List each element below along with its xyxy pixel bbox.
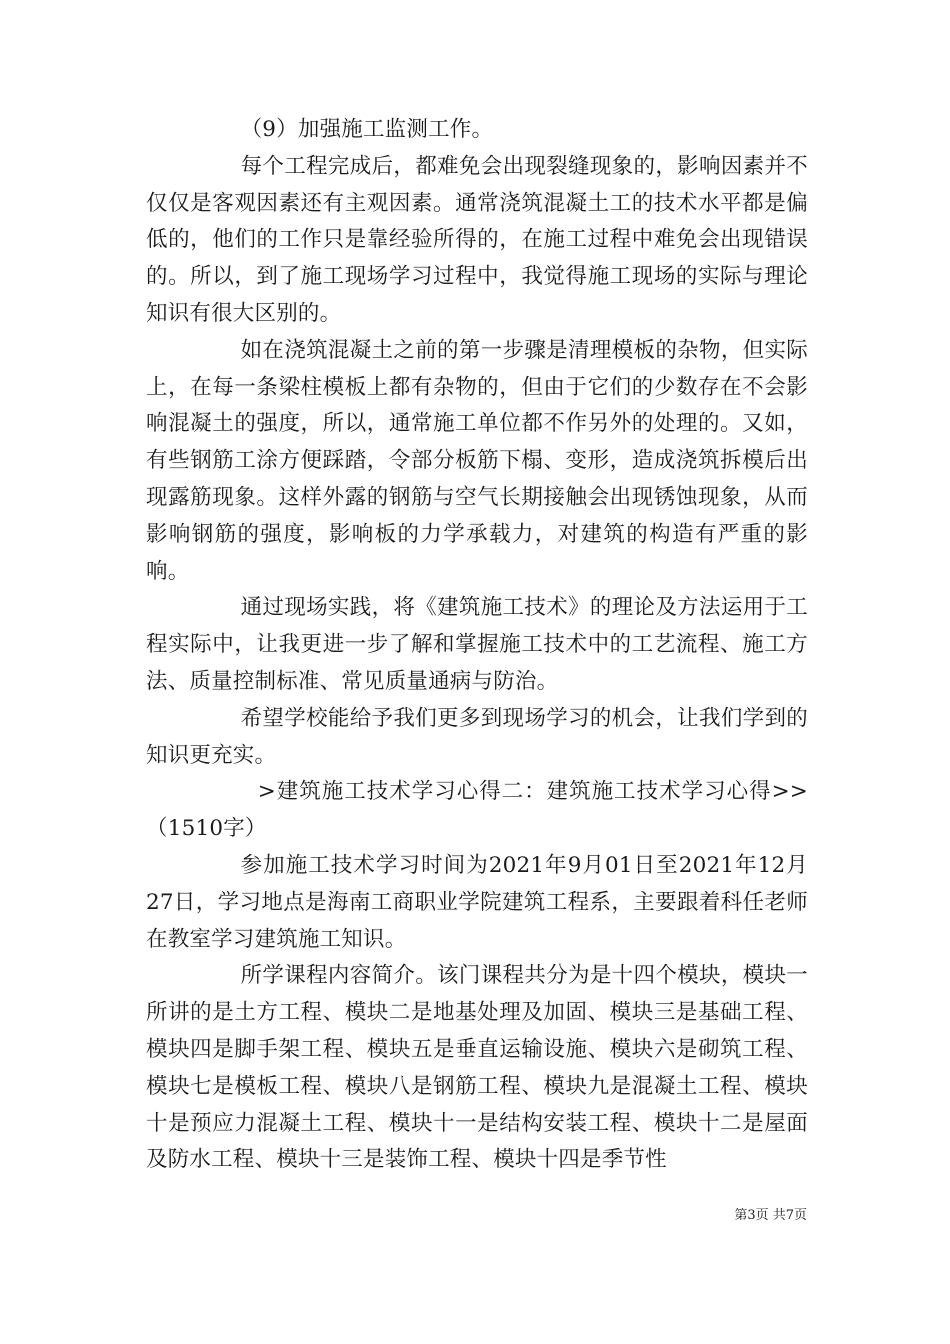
paragraph-hope: 希望学校能给予我们更多到现场学习的机会，让我们学到的知识更充实。 bbox=[146, 705, 808, 768]
document-body bbox=[146, 112, 808, 1179]
paragraph-monitoring: （9）加强施工监测工作。 bbox=[240, 117, 494, 142]
paragraph-cracks: 每个工程完成后，都难免会出现裂缝现象的，影响因素并不仅仅是客观因素还有主观因素。通常浇筑混凝土工的技术水平都是偏低的，他们的工作只是靠经验所得的，在施工过程中难免会出现错误的。所以，到了施工现场学习过程中，我觉得施工现场的实际与理论知识有很大区别的。 bbox=[146, 153, 808, 326]
paragraph-course-intro: 所学课程内容简介。该门课程共分为是十四个模块，模块一所讲的是土方工程、模块二是地基处理及加固、模块三是基础工程、模块四是脚手架工程、模块五是垂直运输设施、模块六是砌筑工程、模块七是模板工程、模块八是钢筋工程、模块九是混凝土工程、模块十是预应力混凝土工程、模块十一是结构安装工程、模块十二是屋面及防水工程、模块十三是装饰工程、模块十四是季节性 bbox=[146, 963, 808, 1173]
page-number: 第3页 共7页 bbox=[734, 1208, 807, 1223]
paragraph-study-period: 参加施工技术学习时间为2021年9月01日至2021年12月27日，学习地点是海南工商职业学院建筑工程系，主要跟着科任老师在教室学习建筑施工知识。 bbox=[146, 852, 808, 952]
paragraph-practice: 通过现场实践，将《建筑施工技术》的理论及方法运用于工程实际中，让我更进一步了解和掌握施工技术中的工艺流程、施工方法、质量控制标准、常见质量通病与防治。 bbox=[146, 595, 808, 694]
section-heading: >建筑施工技术学习心得二：建筑施工技术学习心得>>（1510字） bbox=[146, 779, 808, 842]
paragraph-formwork: 如在浇筑混凝土之前的第一步骤是清理模板的杂物，但实际上，在每一条梁柱模板上都有杂物的，但由于它们的少数存在不会影响混凝土的强度，所以，通常施工单位都不作另外的处理的。又如，有些钢筋工涂方便踩踏，令部分板筋下榻、变形，造成浇筑拆模后出现露筋现象。这样外露的钢筋与空气长期接触会出现锈蚀现象，从而影响钢筋的强度，影响板的力学承载力，对建筑的构造有严重的影响。 bbox=[146, 337, 808, 584]
